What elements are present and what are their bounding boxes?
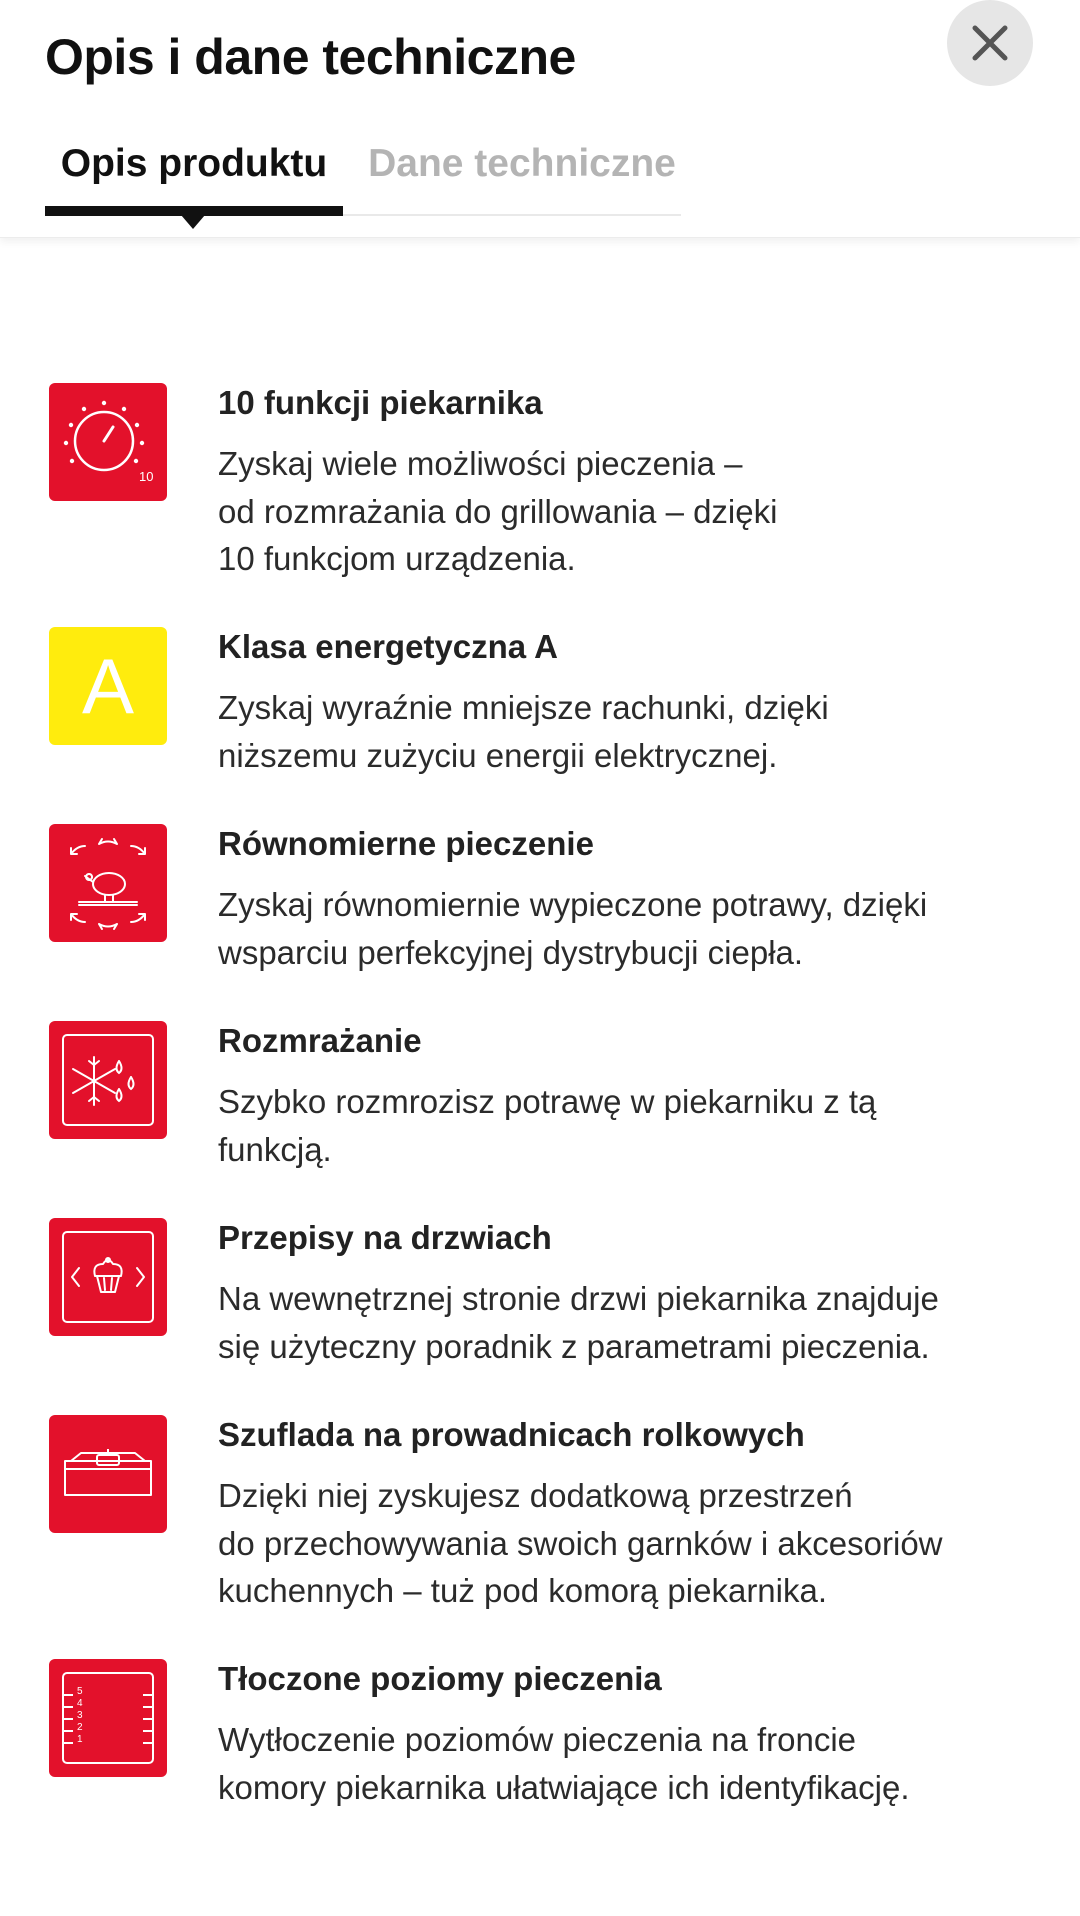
active-tab-caret [181,215,205,229]
close-icon [970,23,1010,63]
feature-description-line: 10 funkcjom urządzenia. [218,540,576,577]
baking-level-label: 3 [77,1710,83,1721]
door-recipes-icon [49,1218,167,1336]
feature-description-line: Dzięki niej zyskujesz dodatkową przestrzeń [218,1477,853,1514]
feature-description-line: Na wewnętrznej stronie drzwi piekarnika znajduje [218,1280,939,1317]
feature-description [218,1078,1018,1173]
feature-title: 10 funkcji piekarnika [218,384,543,421]
drawer-icon [49,1415,167,1533]
tab-bar [45,136,681,216]
feature-description-line: się użyteczny poradnik z parametrami pieczenia. [218,1327,930,1365]
feature-description [218,1472,1018,1615]
energy-class-letter: A [81,642,135,730]
oven-dial-icon [49,383,167,501]
feature-description-line: Zyskaj wiele możliwości pieczenia – [218,445,743,482]
page-title: Opis i dane techniczne [45,29,576,85]
feature-description-line: Zyskaj równomiernie wypieczone potrawy, dzięki [218,886,928,923]
feature-title: Rozmrażanie [218,1022,422,1059]
close-button[interactable] [947,0,1033,86]
feature-description-line: komory piekarnika ułatwiające ich identyfikację. [218,1768,910,1806]
tab-opis-produktu[interactable]: Opis produktu [60,142,328,185]
feature-description [218,684,1018,779]
baking-level-label: 2 [77,1722,83,1733]
feature-description-line: wsparciu perfekcyjnej dystrybucji ciepła. [218,933,804,971]
even-baking-icon [49,824,167,942]
feature-description [218,881,1018,976]
feature-description [218,440,1018,583]
feature-title: Przepisy na drzwiach [218,1219,552,1256]
baking-level-label: 4 [77,1698,83,1709]
modal-header [0,0,1080,238]
oven-dial-count: 10 [139,469,154,484]
baking-level-label: 1 [77,1734,83,1745]
feature-title: Równomierne pieczenie [218,825,594,862]
defrost-icon [49,1021,167,1139]
energy-class-icon [49,627,167,745]
feature-title: Klasa energetyczna A [218,628,558,665]
feature-description-line: Zyskaj wyraźnie mniejsze rachunki, dzięki [218,689,829,726]
feature-description-line: Wytłoczenie poziomów pieczenia na froncie [218,1721,857,1758]
feature-description-line: niższemu zużyciu energii elektrycznej. [218,736,778,774]
feature-description-line: Szybko rozmrozisz potrawę w piekarniku z tą [218,1083,877,1120]
feature-description-line: od rozmrażania do grillowania – dzięki [218,492,778,530]
feature-description [218,1275,1018,1370]
feature-title: Tłoczone poziomy pieczenia [218,1660,662,1697]
feature-title: Szuflada na prowadnicach rolkowych [218,1416,805,1453]
baking-levels-icon [49,1659,167,1777]
tab-dane-techniczne[interactable]: Dane techniczne [368,142,676,185]
feature-description-line: funkcją. [218,1130,332,1168]
feature-description [218,1716,1018,1811]
feature-description-line: do przechowywania swoich garnków i akcesoriów [218,1524,943,1562]
feature-description-line: kuchennych – tuż pod komorą piekarnika. [218,1572,828,1609]
baking-level-label: 5 [77,1686,83,1697]
